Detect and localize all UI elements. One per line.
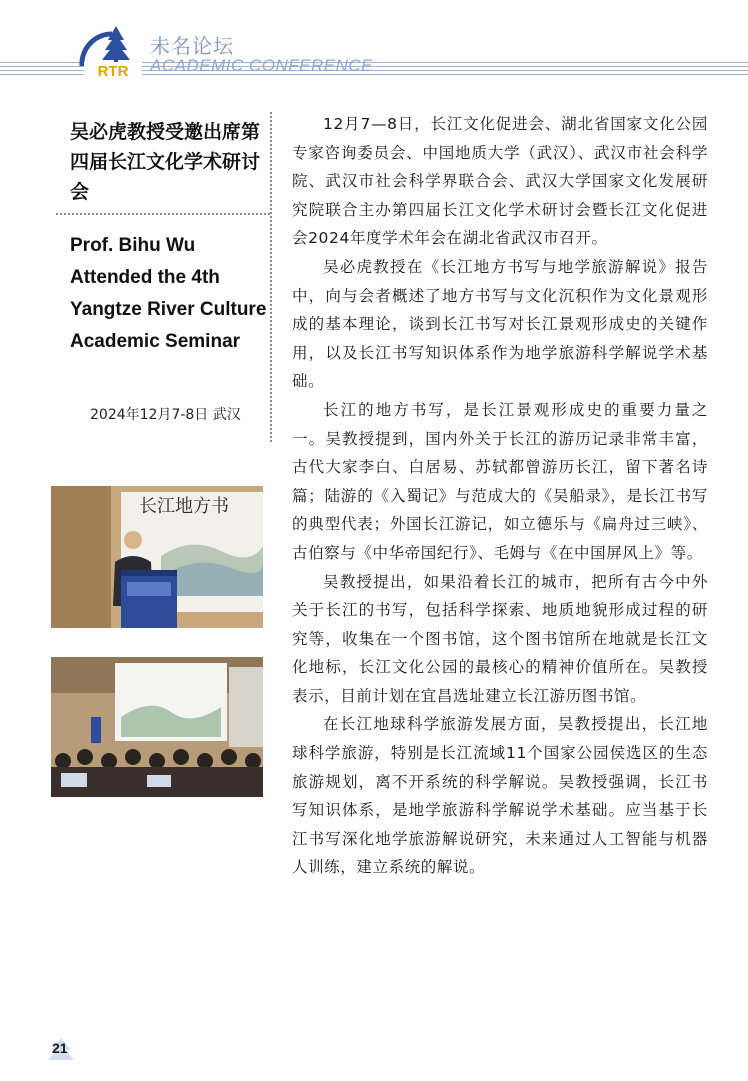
brand-title-en: ACADEMIC CONFERENCE — [150, 56, 373, 75]
paragraph: 长江的地方书写，是长江景观形成史的重要力量之一。吴教授提到，国内外关于长江的游历记录非常丰富，古代大家李白、白居易、苏轼都曾游历长江，留下著名诗篇；陆游的《入蜀记》与范成大的《吴船录》，是长江书写的典型代表；外国长江游记，如立德乐与《扁舟过三峡》、古伯察与《中华帝国纪行》、毛姆与《在中国屏风上》等。 — [292, 400, 708, 562]
banner-text: 长江地方书 — [139, 496, 229, 517]
column-divider — [270, 112, 272, 442]
paragraph: 吴教授提出，如果沿着长江的城市，把所有古今中外关于长江的书写，包括科学探索、地质地貌形成过程的研究等，收集在一个图书馆，这个图书馆所在地就是长江文化地标，长江文化公园的最核心的精神价值所在。吴教授表示，目前计划在宜昌选址建立长江游历图书馆。 — [292, 572, 708, 705]
article-title-en: Prof. Bihu Wu Attended the 4th Yangtze River Culture Academic Seminar — [70, 235, 267, 352]
rtr-logo-icon — [72, 22, 154, 78]
article-title-cn: 吴必虎教授受邀出席第四届长江文化学术研讨会 — [70, 121, 261, 203]
page-header — [0, 0, 748, 95]
page-number: 21 — [52, 1040, 68, 1056]
photo-audience — [51, 657, 263, 797]
paragraph: 在长江地球科学旅游发展方面，吴教授提出，长江地球科学旅游，特别是长江流域11个国家公园侯选区的生态旅游规划，离不开系统的科学解说。吴教授强调，长江书写知识体系，是地学旅游科学解说学术基础。应当基于长江书写深化地学旅游解说研究，未来通过人工智能与机器人训练，建立系统的解说。 — [292, 715, 708, 877]
article-body — [292, 110, 708, 882]
logo-text: RTR — [97, 63, 129, 78]
title-divider — [56, 213, 270, 215]
brand-title-cn: 未名论坛 — [150, 34, 234, 58]
paragraph: 吴必虎教授在《长江地方书写与地学旅游解说》报告中，向与会者概述了地方书写与文化沉积作为文化景观形成的基本理论，谈到长江书写对长江景观形成史的关键作用，以及长江书写知识体系作为地学旅游科学解说学术基础。 — [292, 257, 708, 391]
date-location: 2024年12月7-8日 武汉 — [90, 407, 241, 423]
paragraph: 12月7—8日，长江文化促进会、湖北省国家文化公园专家咨询委员会、中国地质大学（武汉）、武汉市社会科学院、武汉市社会科学界联合会、武汉大学国家文化发展研究院联合主办第四届长江文化学术研讨会暨长江文化促进会2024年度学术年会在湖北省武汉市召开。 — [292, 115, 708, 248]
photo-speaker — [51, 486, 263, 628]
